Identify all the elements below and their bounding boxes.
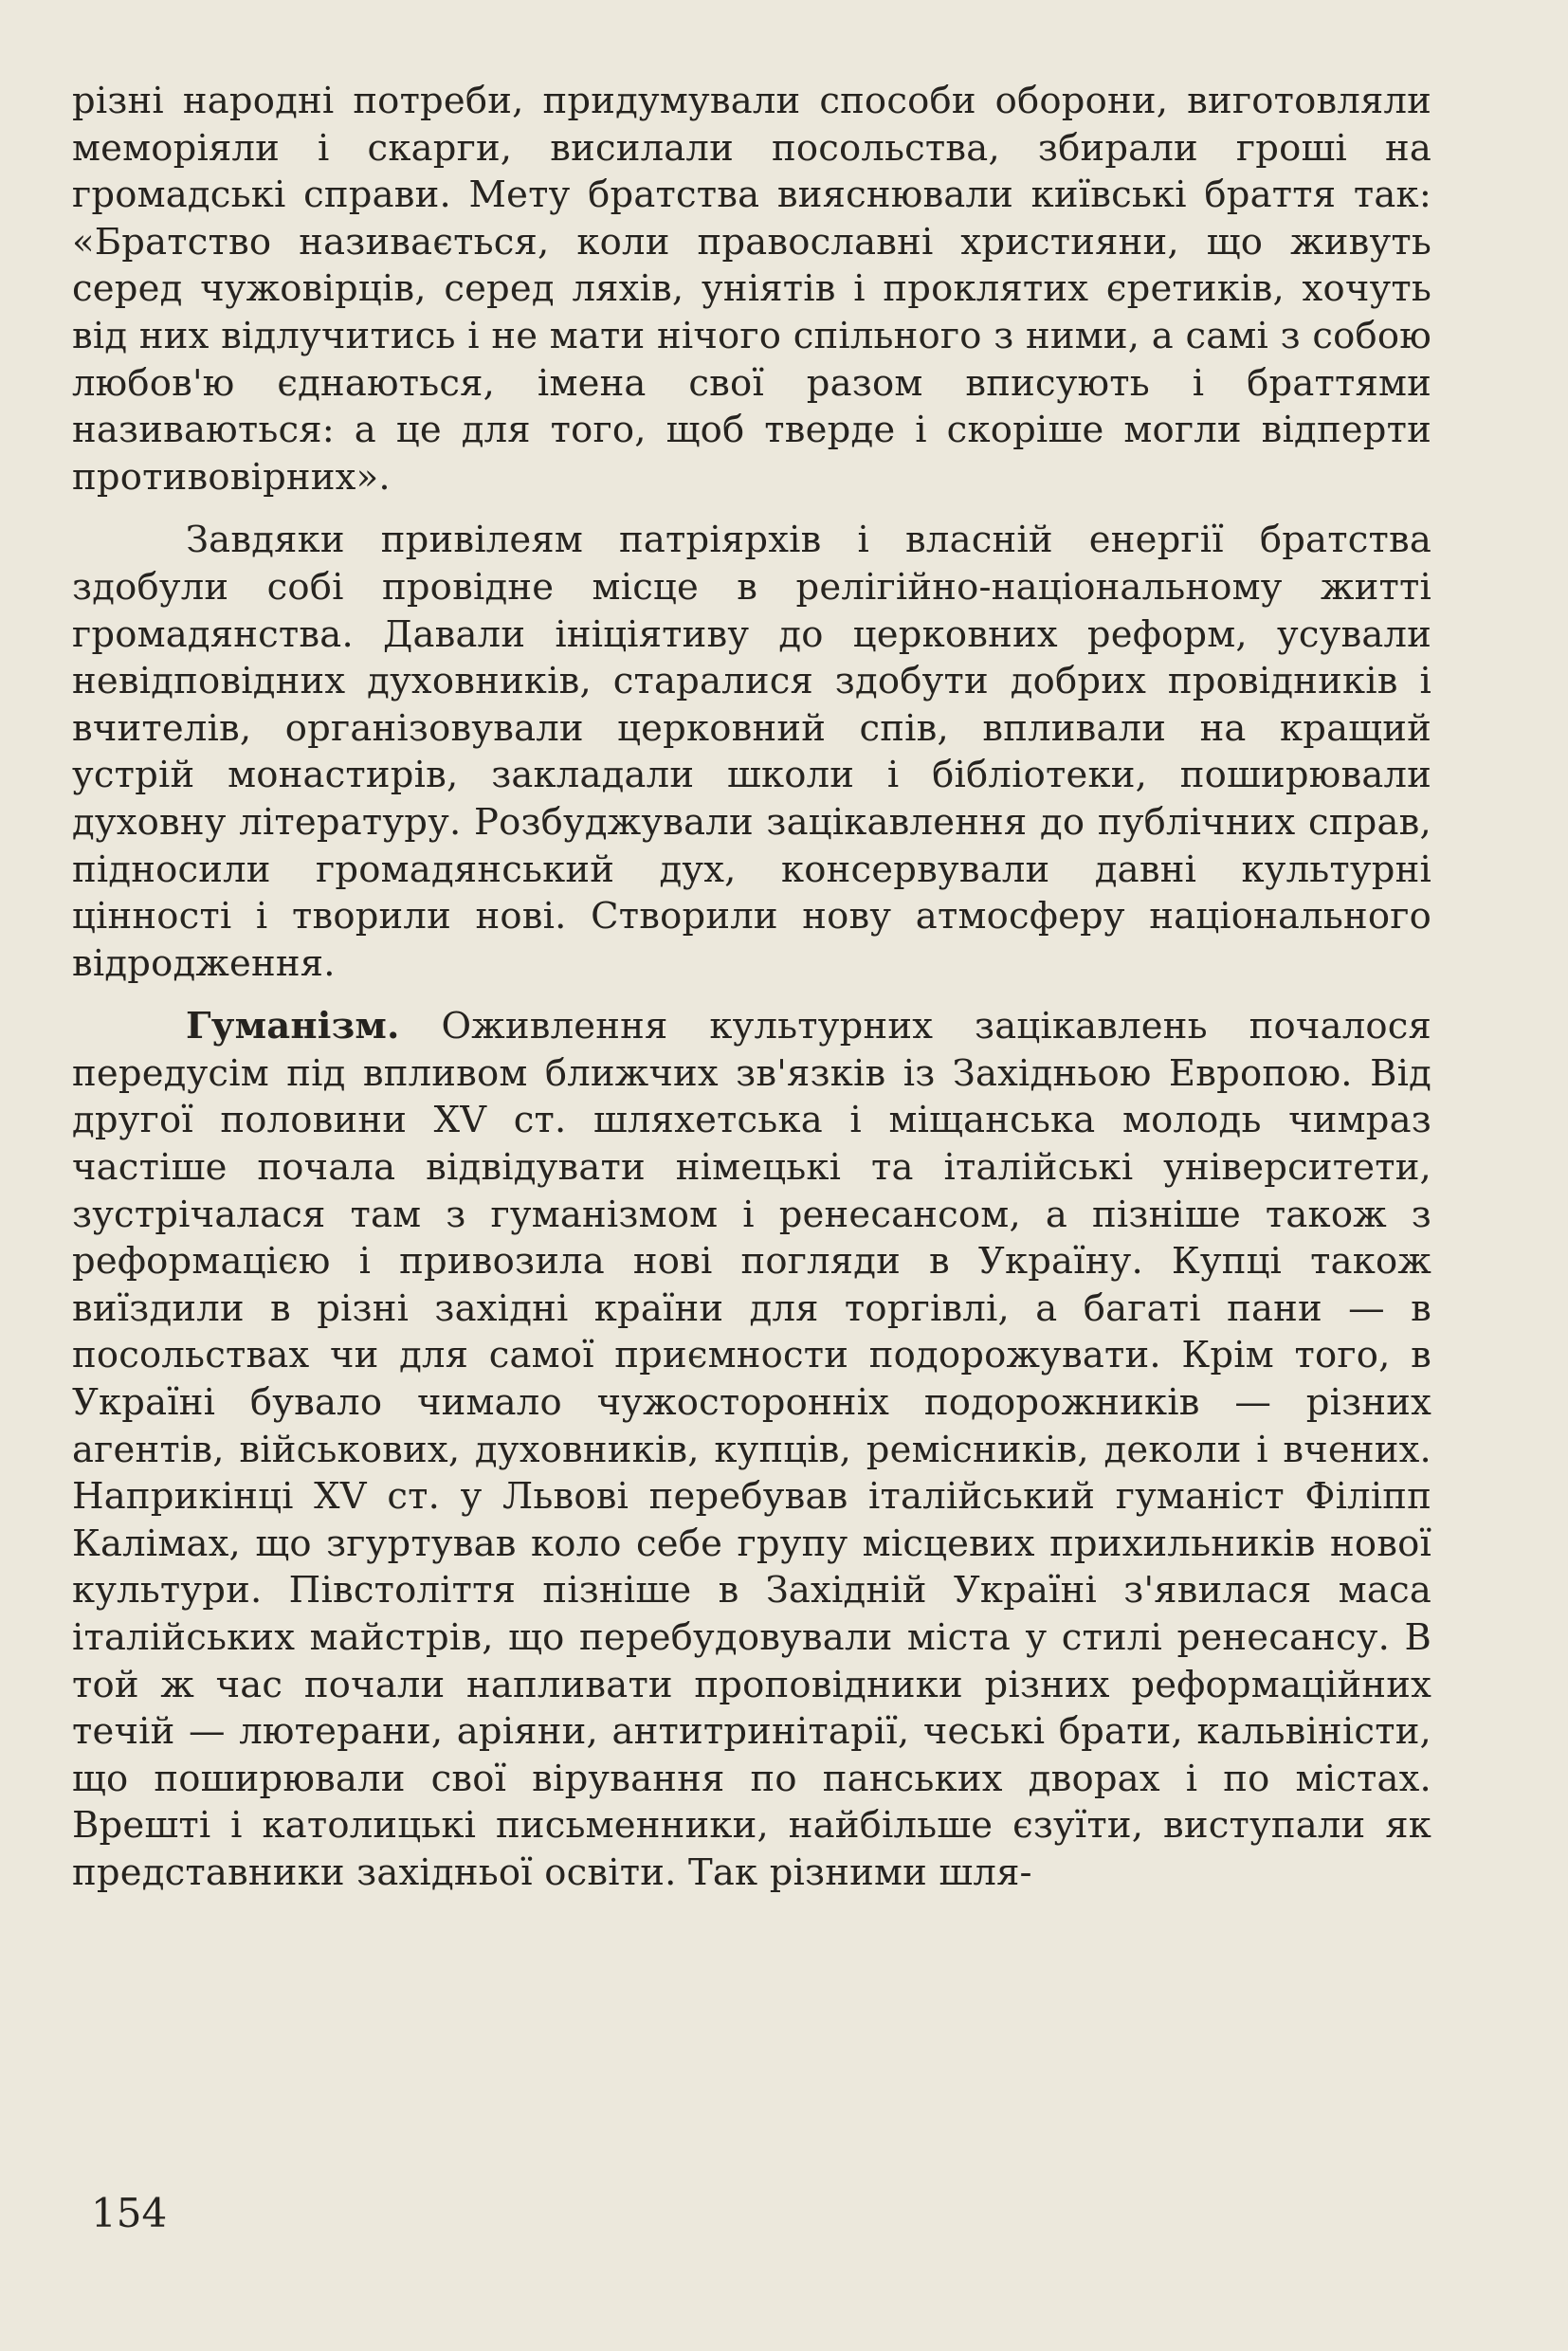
paragraph-text: Завдяки привілеям патріярхів і власній енергії братства здобули собі провідне місце в релігійно-національному житті громадянства. Давали ініціятиву до церковних реформ, усували невідповідних духовників, старалися здобути добрих провідників і вчителів, організовували церковний спів, впливали на кращий устрій монастирів, закладали школи і бібліотеки, поширювали духовну літературу. Розбуджували зацікавлення до публічних справ, підносили громадянський дух, консервували давні культурні цінності і творили нові. Створили нову атмосферу національного відродження. xyxy=(72,519,1431,985)
paragraph-text: різні народні потреби, придумували способи оборони, виготовляли меморіяли і скарги, висилали посольства, збирали гроші на громадські справи. Мету братства вияснювали київські браття так: «Братство називається, коли православні християни, що живуть серед чужовірців, серед ляхів, уніятів і проклятих єретиків, хочуть від них відлучитись і не мати нічого спільного з ними, а самі з собою любов'ю єднаються, імена свої разом вписують і браттями називаються: а це для того, щоб тверде і скоріше могли відперти противовірних». xyxy=(72,80,1431,499)
section-heading: Гуманізм. xyxy=(186,1005,400,1048)
paragraph-humanism xyxy=(72,1003,1431,1896)
paragraph-brotherhoods-activity xyxy=(72,517,1431,987)
paragraph-brotherhoods-purpose xyxy=(72,78,1431,501)
paragraph-text: Оживлення культурних зацікавлень почалося передусім під впливом ближчих зв'язків із Західньою Европою. Від другої половини XV ст. шляхетська і міщанська молодь чимраз частіше почала відвідувати німецькі та італійські університети, зустрічалася там з гуманізмом і ренесансом, а пізніше також з реформацією і привозила нові погляди в Україну. Купці також виїздили в різні західні країни для торгівлі, а багаті пани — в посольствах чи для самої приємности подорожувати. Крім того, в Україні бувало чимало чужосторонніх подорожників — різних агентів, військових, духовників, купців, ремісників, деколи і вчених. Наприкінці XV ст. у Львові перебував італійський гуманіст Філіпп Калімах, що згуртував коло себе групу місцевих прихильників нової культури. Півстоліття пізніше в Західній Україні з'явилася маса італійських майстрів, що перебудовували міста у стилі ренесансу. В той ж час почали напливати проповідники різних реформаційних течій — лютерани, аріяни, антитринітарії, чеські брати, кальвіністи, що поширювали свої вірування по панських дворах і по містах. Врешті і католицькі письменники, найбільше єзуїти, виступали як представники західньої освіти. Так різними шля- xyxy=(72,1005,1431,1894)
page-number: 154 xyxy=(91,2190,168,2236)
body-text xyxy=(72,78,1431,1897)
